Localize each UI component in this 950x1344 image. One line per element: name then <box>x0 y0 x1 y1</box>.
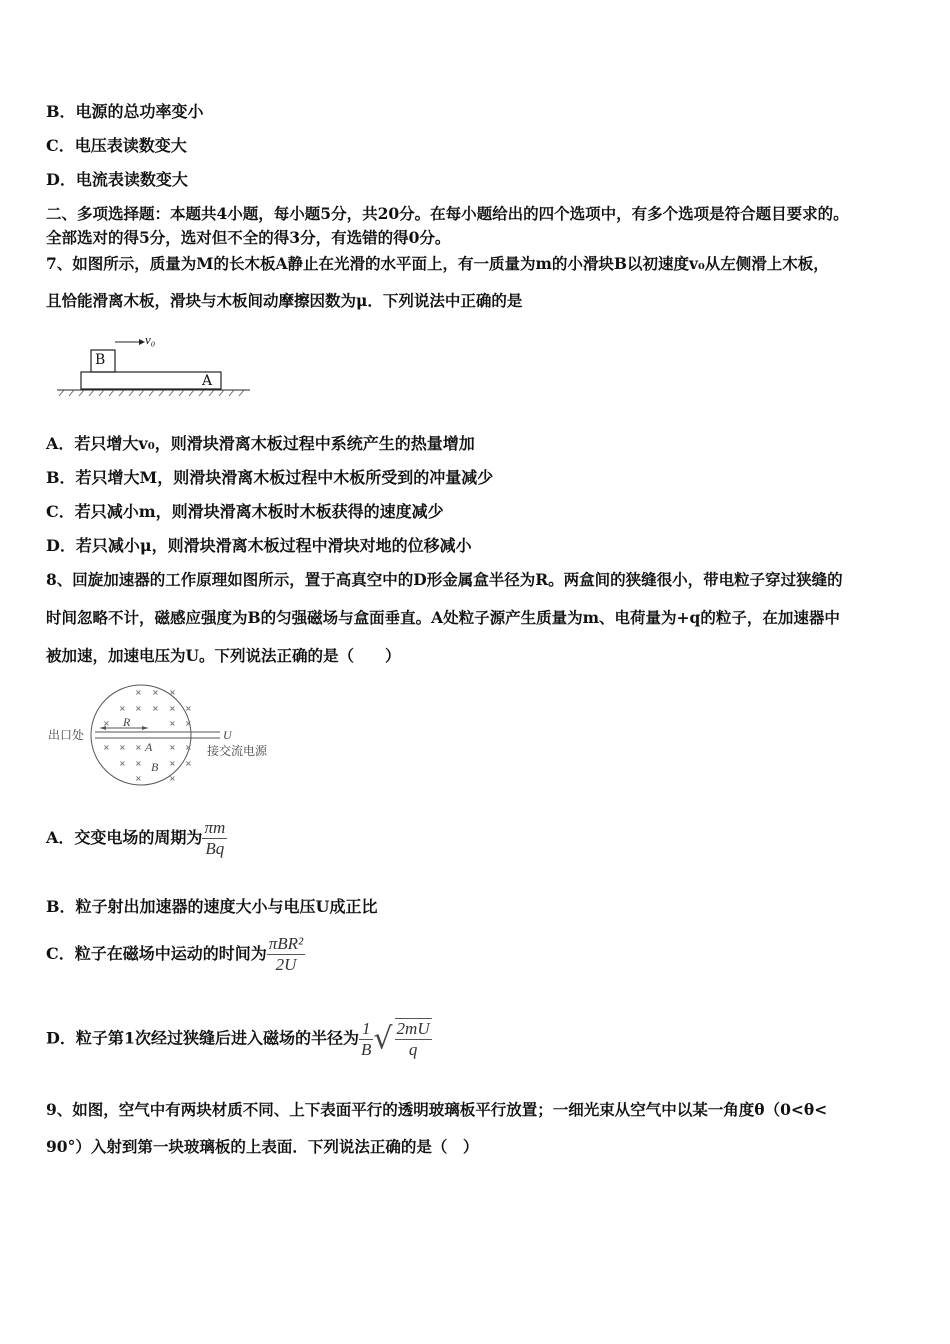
q7-option-b <box>46 468 493 488</box>
svg-text:×: × <box>135 774 142 783</box>
q8-option-a <box>46 818 227 859</box>
option-text: 若只增大M，则滑块滑离木板过程中木板所受到的冲量减少 <box>75 468 494 487</box>
svg-text:×: × <box>169 704 176 713</box>
numerator: 2mU <box>396 1019 430 1038</box>
option-label: C． <box>46 136 75 155</box>
svg-text:×: × <box>169 688 176 697</box>
fraction <box>267 934 305 975</box>
block-b-label: B <box>95 352 106 368</box>
section-heading: 二、多项选择题：本题共4小题，每小题5分，共20分。在每小题给出的四个选项中，有多个选项是符合题目要求的。 <box>46 204 849 223</box>
svg-text:×: × <box>152 688 159 697</box>
sqrt-icon: √ <box>373 1021 393 1057</box>
q8-stem-line3: 被加速，加速电压为U。下列说法正确的是（ ） <box>46 646 401 665</box>
q8-stem-line2: 时间忽略不计，磁感应强度为B的匀强磁场与盒面垂直。A处粒子源产生质量为m、电荷量为+q的粒子，在加速器中 <box>46 608 840 627</box>
svg-text:×: × <box>135 688 142 697</box>
numerator: πBR² <box>268 934 304 953</box>
svg-text:×: × <box>185 719 192 728</box>
q7-stem-line2: 且恰能滑离木板，滑块与木板间动摩擦因数为μ．下列说法中正确的是 <box>46 291 523 310</box>
svg-text:×: × <box>119 743 126 752</box>
option-text: 粒子在磁场中运动的时间为 <box>74 944 267 963</box>
option-label: D． <box>46 536 76 555</box>
svg-text:×: × <box>119 759 126 768</box>
denominator: Bq <box>205 839 225 858</box>
svg-text:×: × <box>135 704 142 713</box>
q7-option-d <box>46 536 472 556</box>
ac-source-label: 接交流电源 <box>207 744 268 758</box>
svg-text:×: × <box>169 743 176 752</box>
radius-label: R <box>123 715 131 729</box>
svg-text:×: × <box>185 704 192 713</box>
numerator: 1 <box>359 1019 373 1040</box>
option-label: D． <box>46 1028 76 1048</box>
svg-text:×: × <box>119 704 126 713</box>
board-a-label: A <box>202 373 213 389</box>
svg-text:×: × <box>103 719 110 728</box>
exit-label: 出口处 <box>48 728 85 742</box>
denominator: q <box>408 1040 418 1059</box>
numerator: πm <box>204 818 226 837</box>
option-text: 电流表读数变大 <box>75 170 188 189</box>
q7-option-c <box>46 502 444 522</box>
svg-text:×: × <box>169 774 176 783</box>
q9-stem-line2: 90°）入射到第一块玻璃板的上表面．下列说法正确的是（ ） <box>46 1137 479 1156</box>
option-label: A． <box>46 434 75 453</box>
svg-text:×: × <box>135 743 142 752</box>
fraction <box>202 818 227 859</box>
q8-option-b <box>46 897 378 917</box>
option-label: D． <box>46 170 76 189</box>
option-label: B． <box>46 468 76 487</box>
q7-stem-line1: 7、如图所示，质量为M的长木板A静止在光滑的水平面上，有一质量为m的小滑块B以初速度v₀从左侧滑上木板， <box>46 254 829 273</box>
radicand <box>395 1018 432 1060</box>
option-text: 粒子第1次经过狭缝后进入磁场的半径为 <box>75 1028 360 1048</box>
q8-cyclotron-figure <box>45 682 285 792</box>
section-instructions: 全部选对的得5分，选对但不全的得3分，有选错的得0分。 <box>46 228 451 247</box>
voltage-label: U <box>223 728 232 742</box>
q8-stem-line1: 8、回旋加速器的工作原理如图所示，置于高真空中的D形金属盒半径为R。两盒间的狭缝很小，带电粒子穿过狭缝的 <box>46 570 843 589</box>
option-text: 若只减小m，则滑块滑离木板时木板获得的速度减少 <box>74 502 444 521</box>
option-d <box>46 170 188 190</box>
svg-text:×: × <box>152 704 159 713</box>
center-a-label: A <box>145 740 153 754</box>
svg-text:×: × <box>185 743 192 752</box>
option-label: A． <box>46 828 75 847</box>
option-text: 若只增大v₀，则滑块滑离木板过程中系统产生的热量增加 <box>74 434 475 453</box>
q7-figure <box>55 330 255 400</box>
velocity-label: v₀ <box>145 332 156 347</box>
svg-text:×: × <box>169 759 176 768</box>
q8-option-d <box>46 1018 432 1060</box>
denominator: 2U <box>275 955 297 974</box>
option-text: 若只减小μ，则滑块滑离木板过程中滑块对地的位移减小 <box>75 536 472 555</box>
field-b-label: B <box>151 760 159 774</box>
option-text: 电压表读数变大 <box>74 136 187 155</box>
option-text: 粒子射出加速器的速度大小与电压U成正比 <box>75 897 378 916</box>
denominator: B <box>361 1039 372 1059</box>
svg-text:×: × <box>169 719 176 728</box>
option-text: 电源的总功率变小 <box>75 102 204 121</box>
fraction <box>359 1019 373 1060</box>
svg-text:×: × <box>185 759 192 768</box>
svg-text:×: × <box>103 743 110 752</box>
option-label: B． <box>46 897 76 916</box>
option-label: C． <box>46 944 75 963</box>
q7-option-a <box>46 434 475 454</box>
option-label: C． <box>46 502 75 521</box>
svg-text:×: × <box>135 759 142 768</box>
q8-option-c <box>46 934 305 975</box>
option-c <box>46 136 187 156</box>
option-text: 交变电场的周期为 <box>74 828 203 847</box>
option-b <box>46 102 204 122</box>
q9-stem-line1: 9、如图，空气中有两块材质不同、上下表面平行的透明玻璃板平行放置；一细光束从空气中以某一角度θ（0<θ< <box>46 1100 828 1119</box>
option-label: B． <box>46 102 76 121</box>
